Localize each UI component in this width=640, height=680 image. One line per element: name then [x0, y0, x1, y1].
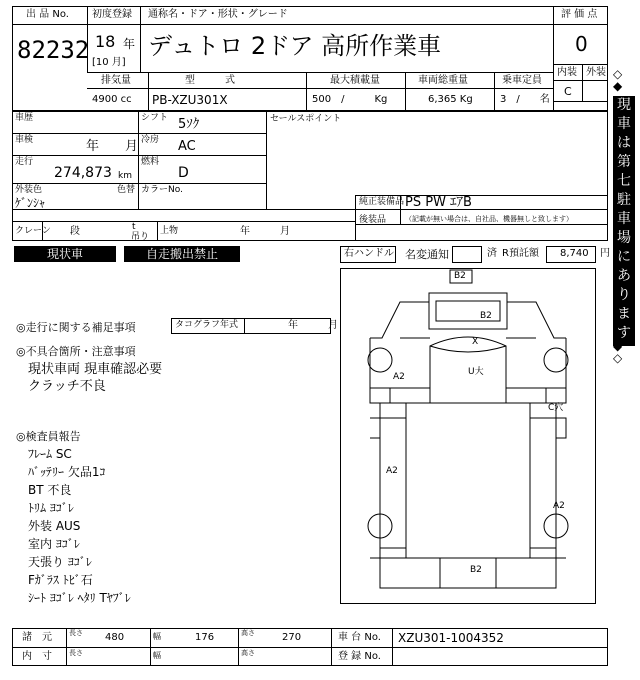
- length-value: 480: [105, 632, 125, 643]
- recycle-unit: 円: [600, 248, 610, 259]
- inspector-item: ﾌﾚｰﾑ SC: [28, 447, 72, 461]
- interior-grade: C: [564, 85, 572, 98]
- parking-notice: 現 車 は 第 七 駐 車 場 に あ り ま す: [613, 96, 635, 346]
- recycle-done: 済: [487, 248, 497, 259]
- inspector-item: ﾄﾘﾑ ﾖｺﾞﾚ: [28, 501, 74, 515]
- crane-lift: 吊り: [131, 232, 150, 242]
- damage-mark: X: [472, 337, 479, 347]
- vehicle-name: デュトロ 2ドア 高所作業車: [148, 32, 442, 60]
- reg-month: [10 月]: [92, 57, 126, 68]
- damage-mark: U大: [468, 367, 484, 377]
- displacement: 4900 cc: [92, 94, 132, 105]
- max-load: 500 / Kg: [312, 94, 388, 105]
- inspector-item: ｼｰﾄ ﾖｺﾞﾚ ﾍﾀﾘ Tﾔﾌﾞﾚ: [28, 591, 131, 605]
- rating-label: 評 価 点: [561, 9, 598, 20]
- reg-year-unit: 年: [123, 37, 136, 51]
- width-label: 幅: [153, 632, 161, 641]
- current-condition-badge: 現状車: [14, 246, 116, 262]
- damage-mark: B2: [480, 311, 492, 321]
- damage-mark: B2: [454, 271, 466, 281]
- model-code: PB-XZU301X: [152, 93, 228, 107]
- fuel-label: 燃料: [141, 157, 160, 167]
- mileage-unit: km: [118, 171, 132, 181]
- aircon-label: 冷房: [141, 135, 160, 145]
- equipment-label: 純正装備品: [359, 197, 405, 207]
- capacity: 3 / 名: [500, 94, 550, 105]
- damage-mark: A2: [393, 372, 405, 382]
- lot-number: 82232: [17, 36, 90, 64]
- inspector-item: ﾊﾞｯﾃﾘｰ 欠品1ｺ: [28, 465, 106, 479]
- tacho-label: タコグラフ年式: [175, 320, 239, 330]
- model-label: 型 式: [185, 75, 235, 86]
- vehicle-name-label: 通称名・ドア・形状・グレード: [148, 9, 288, 20]
- inspector-title: ◎検査員報告: [16, 430, 81, 443]
- capacity-label: 乗車定員: [502, 75, 542, 86]
- defects-title: ◎不具合箇所・注意事項: [16, 345, 136, 358]
- history-label: 車歴: [15, 113, 34, 123]
- width-value: 176: [195, 632, 215, 643]
- fuel-value: D: [178, 165, 189, 181]
- defect-item: 現状車両 現車確認必要: [28, 362, 163, 377]
- damage-mark: A2: [553, 501, 565, 511]
- inspector-item: 室内 ﾖｺﾞﾚ: [28, 537, 80, 551]
- damage-mark: A2: [386, 466, 398, 476]
- side-bottom-marks: ◆ ◇: [613, 339, 623, 365]
- rating-value: 0: [575, 32, 588, 56]
- shift-value: 5ｿｸ: [178, 117, 200, 132]
- lot-no-label: 出 品 No.: [26, 9, 69, 20]
- mileage-value: 274,873: [54, 165, 112, 181]
- defect-item: クラッチ不良: [28, 379, 106, 394]
- accessories-label: 後装品: [359, 215, 387, 225]
- chassis-number: XZU301-1004352: [398, 631, 504, 645]
- damage-mark: C穴: [548, 403, 564, 413]
- length-label: 長さ: [69, 629, 83, 637]
- recycle-fee: 8,740: [560, 248, 589, 259]
- truck-diagram: [340, 268, 596, 604]
- aircon-value: AC: [178, 139, 196, 154]
- height-label: 高さ: [241, 629, 255, 637]
- max-load-label: 最大積載量: [330, 75, 380, 86]
- damage-mark: B2: [470, 565, 482, 575]
- crane-label: クレーン: [15, 226, 51, 236]
- interior-grade-label: 内装: [557, 67, 577, 78]
- side-top-marks: ◇ ◆: [613, 67, 623, 93]
- reg-year: 18: [95, 32, 116, 51]
- name-change-label: 名変通知: [405, 248, 449, 261]
- gross-weight-label: 車両総重量: [418, 75, 468, 86]
- color-change-label: 色替: [117, 185, 136, 195]
- accessories-note: （記載が無い場合は、自社品、機器無しと致します）: [405, 215, 573, 223]
- dims-label: 諸 元: [22, 632, 52, 643]
- inspector-item: Fｶﾞﾗｽ ﾄﾋﾞ石: [28, 573, 93, 587]
- displacement-label: 排気量: [101, 75, 131, 86]
- shift-label: シフト: [141, 113, 169, 123]
- inspector-item: BT 不良: [28, 483, 72, 497]
- right-handle: 右ハンドル: [344, 248, 394, 259]
- inner-length-label: 長さ: [69, 649, 83, 657]
- chassis-label: 車 台 No.: [338, 632, 381, 643]
- shaken-label: 車検: [15, 135, 34, 145]
- inspector-item: 天張り ﾖｺﾞﾚ: [28, 555, 92, 569]
- inspector-item: 外装 AUS: [28, 519, 81, 533]
- inner-height-label: 高さ: [241, 649, 255, 657]
- sales-point-label: セールスポイント: [270, 114, 342, 124]
- height-value: 270: [282, 632, 302, 643]
- color-value: ｹﾞﾝｼｬ: [15, 196, 46, 210]
- recycle-fee-label: R預託額: [502, 248, 539, 259]
- shaken-value: 年 月: [86, 139, 139, 154]
- crane-ton: t: [132, 222, 136, 232]
- no-self-drive-badge: 自走搬出禁止: [124, 246, 240, 262]
- equipment-value: PS PW ｴｱB: [405, 195, 472, 210]
- first-reg-label: 初度登録: [92, 9, 132, 20]
- driving-notes-title: ◎走行に関する補足事項: [16, 321, 136, 334]
- upper-label: 上物: [160, 226, 179, 236]
- gross-weight: 6,365 Kg: [428, 94, 473, 105]
- color-label: 外装色: [15, 185, 43, 195]
- color-no-label: カラーNo.: [141, 185, 183, 195]
- mileage-label: 走行: [15, 157, 34, 167]
- exterior-grade-label: 外装: [586, 67, 606, 78]
- registration-label: 登 録 No.: [338, 651, 381, 662]
- inner-dims-label: 内 寸: [22, 651, 52, 662]
- crane-step: 段: [70, 226, 80, 237]
- upper-date: 年 月: [240, 226, 290, 237]
- tacho-value: 年 月: [288, 320, 338, 331]
- inner-width-label: 幅: [153, 651, 161, 660]
